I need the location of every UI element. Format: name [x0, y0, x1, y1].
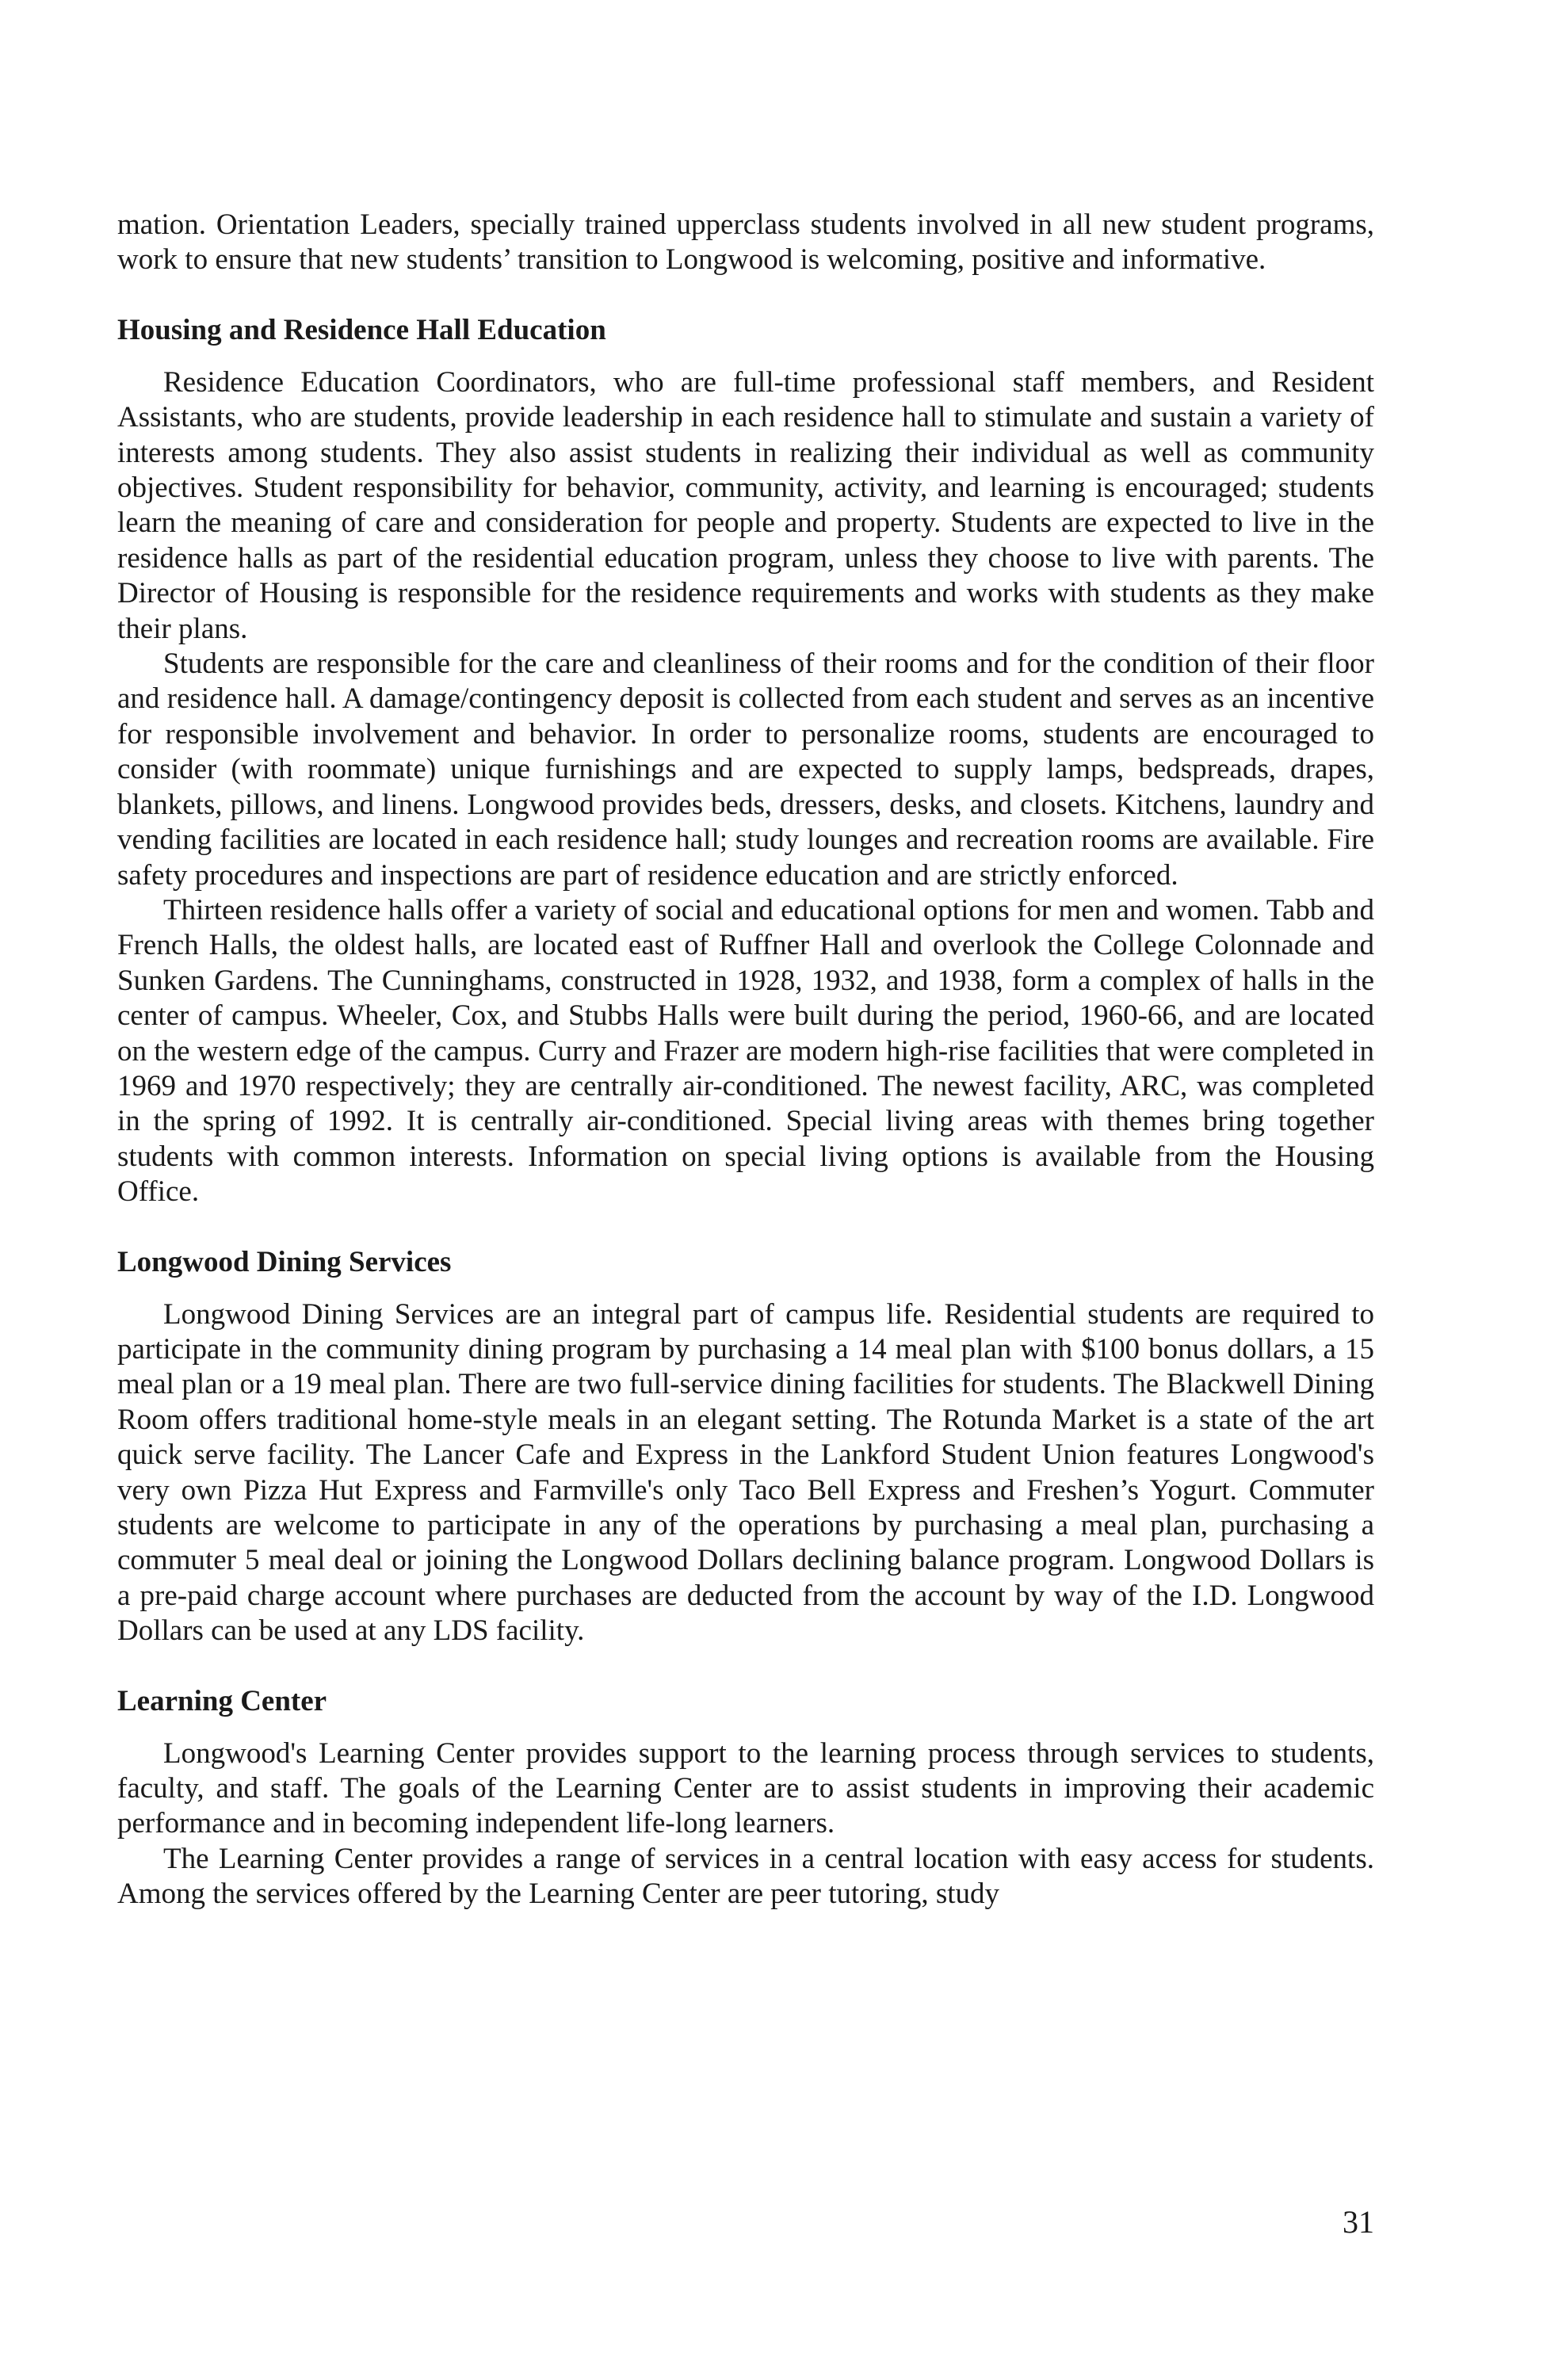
housing-paragraph-2: Students are responsible for the care and cleanliness of their rooms and for the condition of their floor and residence hall. A damage/contingency deposit is collected from each student and serves as an incentive for responsible involvement and behavior. In order to personalize rooms, students are encouraged to consider (with roommate) unique furnishings and are expected to supply lamps, bedspreads, drapes, blankets, pillows, and linens. Longwood provides beds, dressers, desks, and closets. Kitchens, laundry and vending facilities are located in each residence hall; study lounges and recreation rooms are available. Fire safety procedures and inspections are part of residence education and are strictly enforced. — [117, 648, 1374, 892]
learning-center-paragraph-1: Longwood's Learning Center provides support to the learning process through services to students, faculty, and staff. The goals of the Learning Center are to assist students in improving their academic performance and in becoming independent life-long learners. — [117, 1736, 1374, 1840]
section-heading-dining: Longwood Dining Services — [117, 1245, 452, 1278]
page-number: 31 — [1343, 2204, 1374, 2240]
housing-paragraph-3: Thirteen residence halls offer a variety of social and educational options for men and women. Tabb and French Halls, the oldest halls, are located east of Ruffner Hall and overlook the College Colonnade and Sunken Gardens. The Cunninghams, constructed in 1928, 1932, and 1938, form a complex of halls in the center of campus. Wheeler, Cox, and Stubbs Halls were built during the period, 1960-66, and are located on the western edge of the campus. Curry and Frazer are modern high-rise facilities that were completed in 1969 and 1970 respectively; they are centrally air-conditioned. The newest facility, ARC, was completed in the spring of 1992. It is centrally air-conditioned. Special living areas with themes bring together students with common interests. Information on special living options is available from the Housing Office. — [117, 893, 1374, 1209]
learning-center-paragraph-2: The Learning Center provides a range of services in a central location with easy access for students. Among the services offered by the Learning Center are peer tutoring, study — [117, 1842, 1374, 1911]
housing-paragraph-1: Residence Education Coordinators, who are full-time professional staff members, and Resident Assistants, who are students, provide leadership in each residence hall to stimulate and sustain a variety of interests among students. They also assist students in realizing their individual as well as community objectives. Student responsibility for behavior, community, activity, and learning is encouraged; students learn the meaning of care and consideration for people and property. Students are expected to live in the residence halls as part of the residential education program, unless they choose to live with parents. The Director of Housing is responsible for the residence requirements and works with students as they make their plans. — [117, 365, 1374, 645]
section-heading-housing: Housing and Residence Hall Education — [117, 313, 606, 346]
dining-paragraph-1: Longwood Dining Services are an integral part of campus life. Residential students are required to participate in the community dining program by purchasing a 14 meal plan with $100 bonus dollars, a 15 meal plan or a 19 meal plan. There are two full-service dining facilities for students. The Blackwell Dining Room offers traditional home-style meals in an elegant setting. The Rotunda Market is a state of the art quick serve facility. The Lancer Cafe and Express in the Lankford Student Union features Longwood's very own Pizza Hut Express and Farmville's only Taco Bell Express and Freshen’s Yogurt. Commuter students are welcome to participate in any of the operations by purchasing a meal plan, purchasing a commuter 5 meal deal or joining the Longwood Dollars declining balance program. Longwood Dollars is a pre-paid charge account where purchases are deducted from the account by way of the I.D. Longwood Dollars can be used at any LDS facility. — [117, 1297, 1374, 1648]
intro-paragraph: mation. Orientation Leaders, specially trained upperclass students involved in all new student programs, work to ensure that new students’ transition to Longwood is welcoming, positive and informative. — [117, 208, 1374, 277]
section-heading-learning-center: Learning Center — [117, 1684, 327, 1717]
document-page — [117, 208, 1374, 1912]
